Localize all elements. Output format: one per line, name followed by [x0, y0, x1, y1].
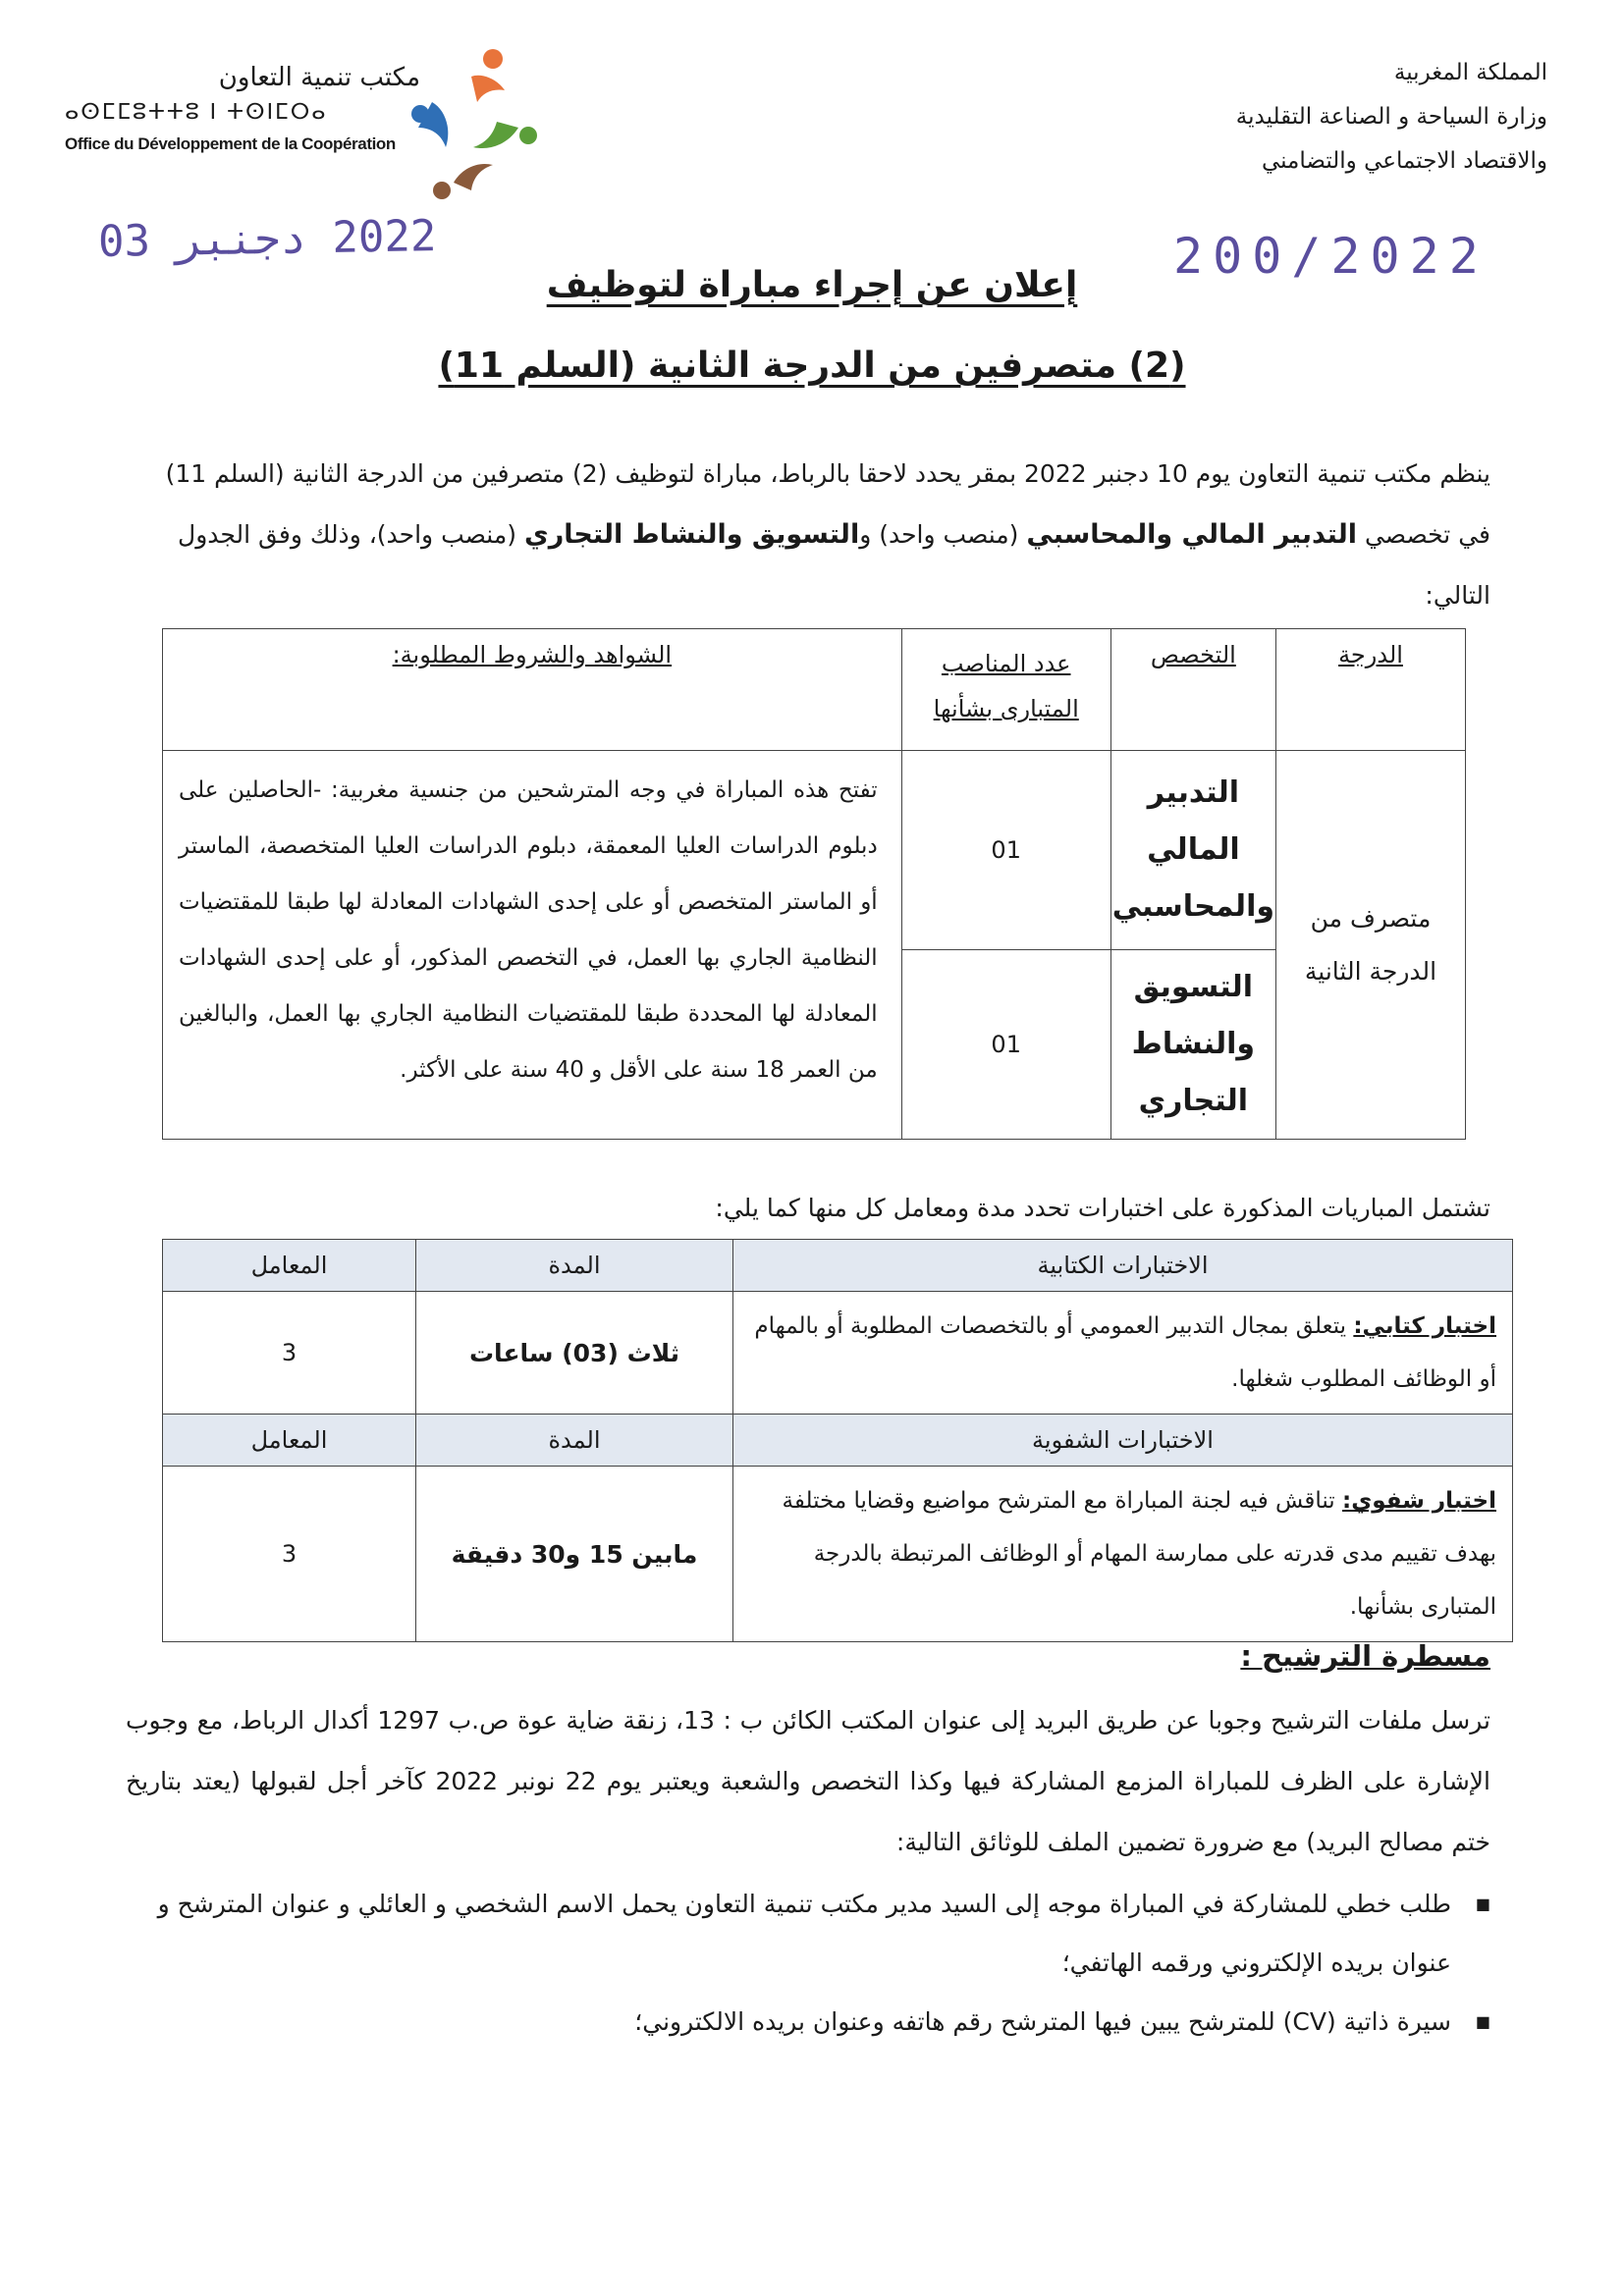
exams-intro: تشتمل المباريات المذكورة على اختبارات تحدد مدة ومعامل كل منها كما يلي: [715, 1194, 1490, 1222]
grade-cell: متصرف من الدرجة الثانية [1276, 751, 1466, 1140]
announcement-title: إعلان عن إجراء مباراة لتوظيف [546, 265, 1078, 305]
oral-coef-header: المعامل [163, 1415, 416, 1467]
ministry-line-3: والاقتصاد الاجتماعي والتضامني [1261, 148, 1547, 174]
header-grade: الدرجة [1276, 629, 1466, 751]
ministry-line-2: وزارة السياحة و الصناعة التقليدية [1235, 104, 1547, 130]
oral-duration: مابين 15 و30 دقيقة [416, 1467, 733, 1642]
announcement-subtitle: (2) متصرفين من الدرجة الثانية (السلم 11) [438, 346, 1186, 386]
positions-table [162, 628, 1466, 1140]
reference-number-stamp: 200/2022 [1173, 228, 1489, 285]
office-name-french: Office du Développement de la Coopération [65, 134, 396, 153]
written-exam-desc: اختبار كتابي: يتعلق بمجال التدبير العمومي أو بالتخصصات المطلوبة أو بالمهام أو الوظائف المطلوب شغلها. [733, 1292, 1513, 1415]
written-duration: ثلاث (03) ساعات [416, 1292, 733, 1415]
odco-logo-icon [403, 45, 540, 202]
count-finance: 01 [901, 751, 1110, 950]
written-duration-header: المدة [416, 1240, 733, 1292]
specialty-finance: التدبير المالي والمحاسبي [1110, 751, 1275, 950]
written-exams-header: الاختبارات الكتابية [733, 1240, 1513, 1292]
intro-paragraph: ينظم مكتب تنمية التعاون يوم 10 دجنبر 2022 بمقر يحدد لاحقا بالرباط، مباراة لتوظيف (2) متصرفين من الدرجة الثانية (السلم 11) في تخصصي التدبير المالي والمحاسبي (منصب واحد) والتسويق والنشاط التجاري (منصب واحد)، وذلك وفق الجدول التالي: [165, 459, 1490, 610]
specialty-marketing: التسويق والنشاط التجاري [1110, 950, 1275, 1140]
conditions-cell: تفتح هذه المباراة في وجه المترشحين من جنسية مغربية: -الحاصلين على دبلوم الدراسات العليا المعمقة، دبلوم الدراسات العليا المتخصصة، الماستر أو الماستر المتخصص أو على إحدى الشهادات المعادلة لها طبقا للمقتضيات النظامية الجاري بها العمل، في التخصص المذكور، أو على إحدى الشهادات المعادلة لها المحددة طبقا للمقتضيات النظامية الجاري بها العمل، والبالغين من العمر 18 سنة على الأقل و 40 سنة على الأكثر. [163, 751, 902, 1140]
written-coef: 3 [163, 1292, 416, 1415]
oral-duration-header: المدة [416, 1415, 733, 1467]
office-name-arabic: مكتب تنمية التعاون [218, 63, 420, 92]
office-header [65, 61, 418, 154]
list-item: ■ طلب خطي للمشاركة في المباراة موجه إلى السيد مدير مكتب تنمية التعاون يحمل الاسم الشخصي و العائلي و عنوان المترشح و عنوان بريده الإلكتروني ورقمه الهاتفي؛ [126, 1875, 1490, 1993]
documents-list [126, 1875, 1490, 2052]
count-marketing: 01 [901, 950, 1110, 1140]
header-count: عدد المناصب المتبارى بشأنها [901, 629, 1110, 751]
ministry-line-1: المملكة المغربية [1393, 60, 1547, 85]
date-stamp: 2022 دجنبر 03 [97, 210, 437, 268]
oral-exam-desc: اختبار شفوي: تناقش فيه لجنة المباراة مع المترشح مواضيع وقضايا مختلفة بهدف تقييم مدى قدرته على ممارسة المهام أو الوظائف المرتبطة بالدرجة المتبارى بشأنها. [733, 1467, 1513, 1642]
ministry-header [1037, 51, 1547, 184]
header-conditions: الشواهد والشروط المطلوبة: [163, 629, 902, 751]
written-coef-header: المعامل [163, 1240, 416, 1292]
oral-exams-header: الاختبارات الشفوية [733, 1415, 1513, 1467]
procedure-heading: مسطرة الترشيح : [1240, 1639, 1490, 1673]
office-name-tifinagh: ⴰⵙⵎⵎⵓⵜⵜⵓ ⵏ ⵜⵙⵏⵎⵔⴰ [65, 100, 328, 125]
oral-coef: 3 [163, 1467, 416, 1642]
procedure-text: ترسل ملفات الترشيح وجوبا عن طريق البريد إلى عنوان المكتب الكائن ب : 13، زنقة ضاية عوة ص.ب 1297 أكدال الرباط، مع وجوب الإشارة على الظرف للمباراة المزمع المشاركة فيها وكذا التخصص والشعبة ويعتبر يوم 22 نونبر 2022 كآخر أجل لقبولها (يعتد بتاريخ ختم مصالح البريد) مع ضرورة تضمين الملف للوثائق التالية: [126, 1706, 1491, 1856]
exams-table [162, 1239, 1513, 1642]
header-specialty: التخصص [1110, 629, 1275, 751]
list-item: ■ سيرة ذاتية (CV) للمترشح يبين فيها المترشح رقم هاتفه وعنوان بريده الالكتروني؛ [126, 1993, 1490, 2052]
